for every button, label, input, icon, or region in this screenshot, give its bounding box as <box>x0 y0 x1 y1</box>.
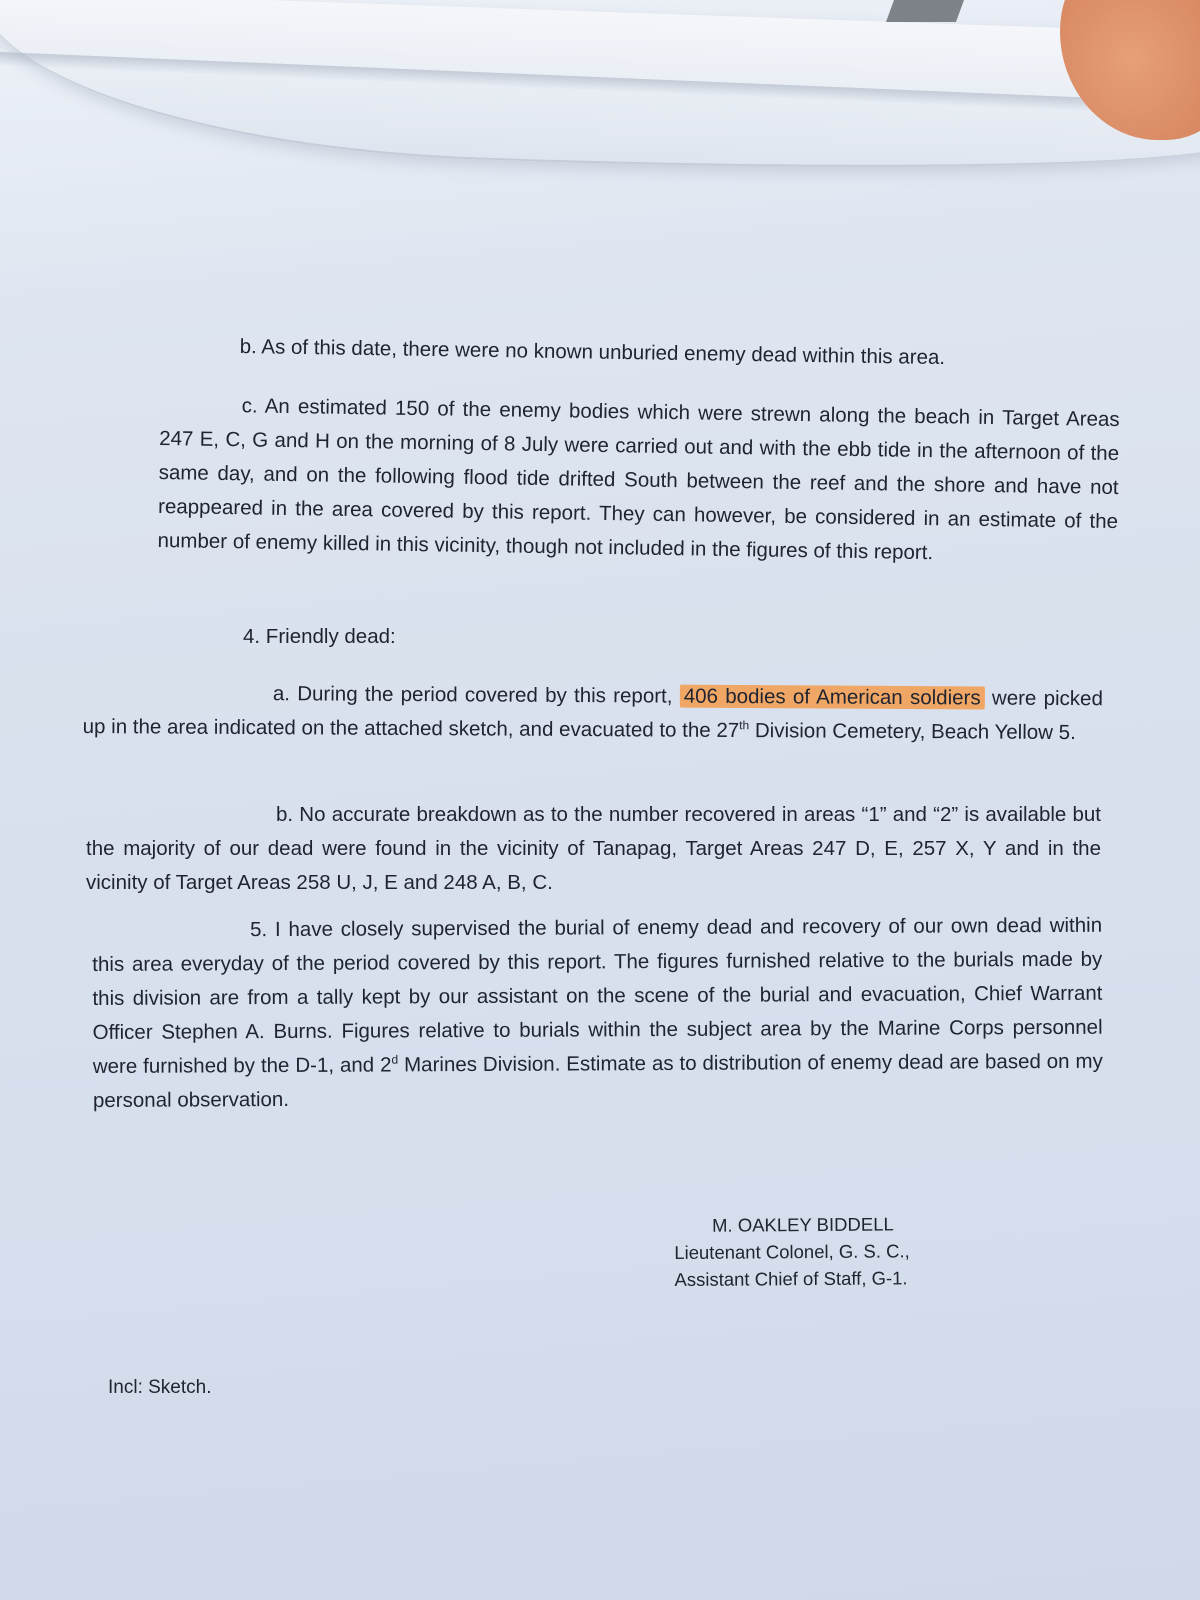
ordinal-suffix: th <box>739 718 750 733</box>
signature-block <box>674 1210 995 1293</box>
paragraph-5-text-start: 5. I have closely supervised the burial of enemy dead and recovery of our own dead within this area everyday of the period covered by this report. The figures furnished relative to the burials made by this division are from a tally kept by our assistant on the scene of the burial and evacuation, Chief Warrant Officer Stephen A. Burns. Figures relative to burials within the subject area by the Marine Corps personnel were furnished by the D-1, and 2 <box>92 913 1103 1078</box>
signatory-name: M. OAKLEY BIDDELL <box>712 1213 894 1236</box>
paragraph-4a-text-middle: were picked up in the area indicated on the attached sketch, and evacuated to the 27 <box>82 686 1103 743</box>
enclosure-note: Incl: Sketch. <box>108 1377 212 1398</box>
highlighted-text: 406 bodies of American soldiers <box>680 685 985 710</box>
paragraph-4a-text-end: Division Cemetery, Beach Yellow 5. <box>754 719 1076 745</box>
ordinal-suffix: d <box>391 1052 399 1067</box>
paragraph-4b: b. No accurate breakdown as to the number recovered in areas “1” and “2” is available but the majority of our dead were found in the vicinity of Tanapag, Target Areas 247 D, E, 257 X, Y and in the vicinity of Target Areas 258 U, J, E and 248 A, B, C. <box>86 803 1101 894</box>
paragraph-5-text-end: Marines Division. Estimate as to distribution of enemy dead are based on my personal observation. <box>92 1049 1103 1112</box>
paragraph-5 <box>92 909 1103 1118</box>
signatory-rank: Lieutenant Colonel, G. S. C., <box>674 1240 910 1263</box>
paragraph-4a-text-start: a. During the period covered by this report, <box>272 682 673 708</box>
paragraph-3c: c. An estimated 150 of the enemy bodies which were strewn along the beach in Target Areas 247 E, C, G and H on the morning of 8 July were carried out and with the ebb tide in the afternoon of the same day, and on the following flood tide drifted South between the reef and the shore and have not reappeared in the area covered by this report. They can however, be considered in an estimate of the number of enemy killed in this vicinity, though not included in the figures of this report. <box>157 394 1120 565</box>
paragraph-3b: b. As of this date, there were no known unburied enemy dead within this area. <box>239 334 946 370</box>
paragraph-4a <box>83 676 1103 750</box>
section-4-heading: 4. Friendly dead: <box>243 625 396 648</box>
signatory-title: Assistant Chief of Staff, G-1. <box>674 1267 908 1290</box>
